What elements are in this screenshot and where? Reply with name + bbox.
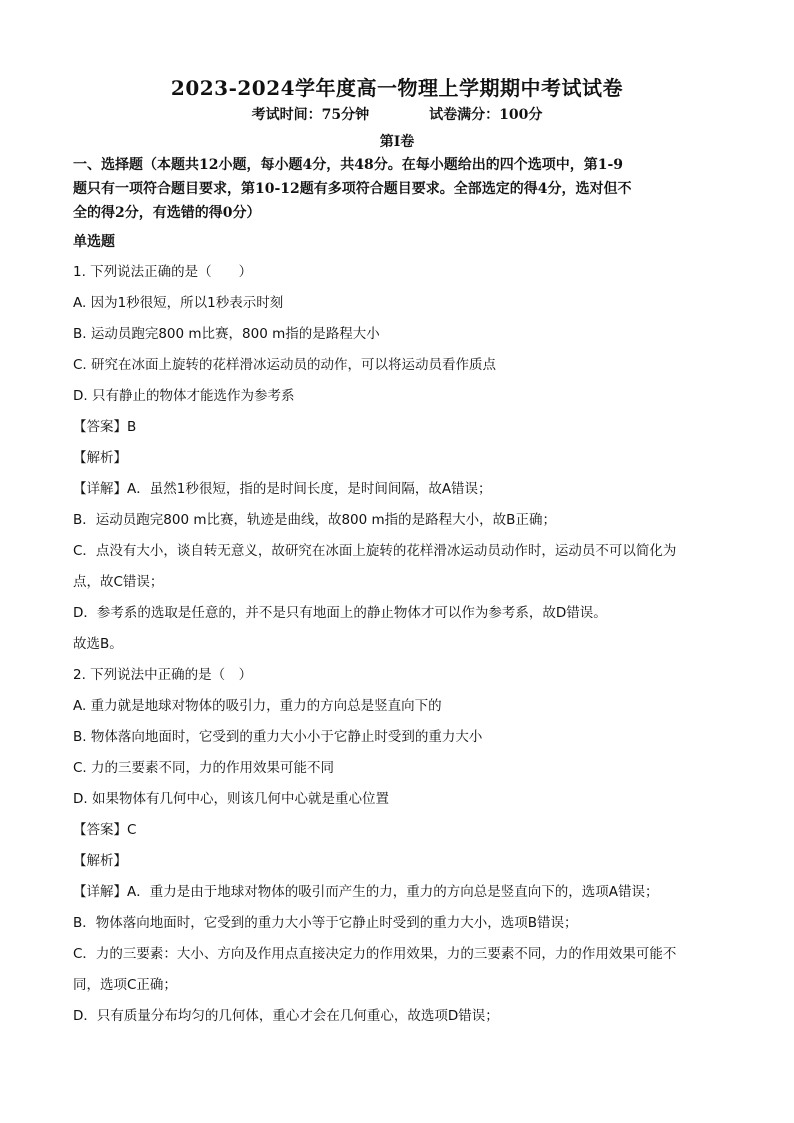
exam-score: 试卷满分：100分 (429, 107, 543, 123)
q1-answer: 【答案】B (73, 419, 137, 435)
q2-analysis-label: 【解析】 (73, 853, 127, 869)
q1-option-c: C. 研究在冰面上旋转的花样滑冰运动员的动作，可以将运动员看作质点 (73, 357, 497, 373)
q1-option-d: D. 只有静止的物体才能选作为参考系 (73, 388, 295, 404)
q2-option-b: B. 物体落向地面时，它受到的重力大小小于它静止时受到的重力大小 (73, 729, 483, 745)
q1-detail-1: 【详解】A．虽然1秒很短，指的是时间长度，是时间间隔，故A错误； (73, 481, 492, 497)
q2-option-a: A. 重力就是地球对物体的吸引力，重力的方向总是竖直向下的 (73, 698, 442, 714)
q1-detail-6: 故选B。 (73, 636, 123, 652)
section-heading-line-3: 全的得2分，有选错的得0分） (73, 205, 261, 221)
q1-detail-2: B．运动员跑完800 m比赛，轨迹是曲线，故800 m指的是路程大小，故B正确； (73, 512, 556, 528)
q1-detail-4: 点，故C错误； (73, 574, 164, 590)
q1-analysis-label: 【解析】 (73, 450, 127, 466)
q2-detail-4: 同，选项C正确； (73, 977, 177, 993)
subsection-heading: 单选题 (73, 234, 115, 250)
q2-option-d: D. 如果物体有几何中心，则该几何中心就是重心位置 (73, 791, 389, 807)
q2-detail-3: C．力的三要素：大小、方向及作用点直接决定力的作用效果，力的三要素不同，力的作用效果可能不 (73, 946, 677, 962)
q1-detail-5: D．参考系的选取是任意的，并不是只有地面上的静止物体才可以作为参考系，故D错误。 (73, 605, 607, 621)
q1-option-a: A. 因为1秒很短，所以1秒表示时刻 (73, 295, 284, 311)
section-heading-line-1: 一、选择题（本题共12小题，每小题4分，共48分。在每小题给出的四个选项中，第1-9 (73, 157, 623, 173)
q1-detail-3: C．点没有大小，谈自转无意义，故研究在冰面上旋转的花样滑冰运动员动作时，运动员不可以简化为 (73, 543, 677, 559)
q1-option-b: B. 运动员跑完800 m比赛，800 m指的是路程大小 (73, 326, 380, 342)
q2-detail-1: 【详解】A．重力是由于地球对物体的吸引而产生的力，重力的方向总是竖直向下的，选项A错误； (73, 884, 659, 900)
exam-meta (0, 104, 794, 124)
q2-detail-5: D．只有质量分布均匀的几何体，重心才会在几何重心，故选项D错误； (73, 1008, 499, 1024)
q2-answer: 【答案】C (73, 822, 137, 838)
q2-stem: 2. 下列说法中正确的是（ ） (73, 667, 253, 683)
q2-detail-2: B．物体落向地面时，它受到的重力大小等于它静止时受到的重力大小，选项B错误； (73, 915, 578, 931)
section-heading-line-2: 题只有一项符合题目要求，第10-12题有多项符合题目要求。全部选定的得4分，选对但不 (73, 181, 632, 197)
q2-option-c: C. 力的三要素不同，力的作用效果可能不同 (73, 760, 335, 776)
exam-title: 2023-2024学年度高一物理上学期期中考试试卷 (170, 76, 624, 100)
exam-time: 考试时间：75分钟 (251, 107, 370, 123)
volume-heading: 第Ⅰ卷 (379, 134, 415, 150)
q1-stem: 1. 下列说法正确的是（ ） (73, 264, 253, 280)
